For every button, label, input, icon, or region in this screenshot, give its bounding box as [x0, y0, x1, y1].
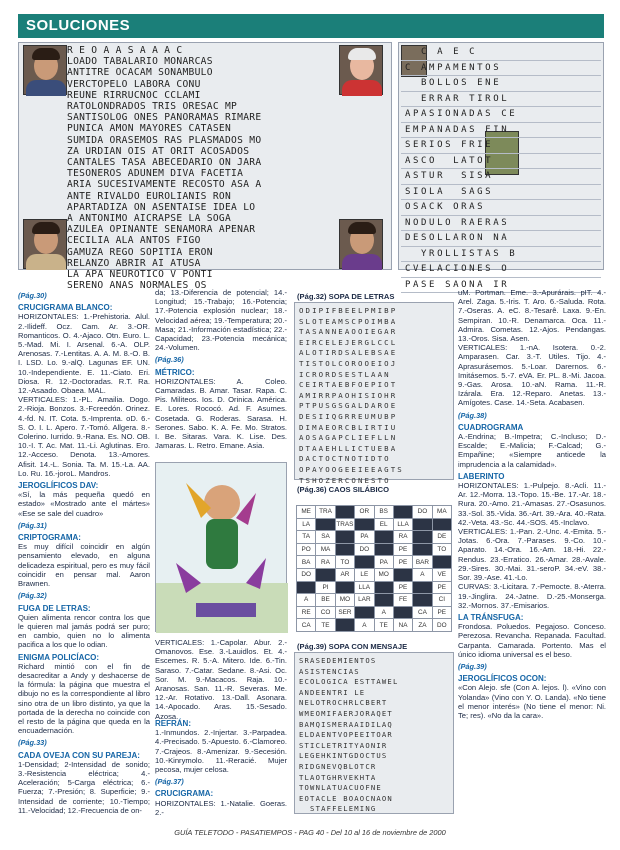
sopa-row: AOSAGAPCLIEFLLN: [299, 433, 398, 443]
solutions-column-4: [458, 288, 606, 720]
crossword-row: ANTE RIVALDO EUROLIANIS RON: [67, 190, 232, 202]
solution-text: HORIZONTALES: 1.-Prehistoria. Alul. 2.-Ilideff. Ocz. Cam. Ar. 3.-OR. Romanticos. O. 4.-Ajaco. Otn. Euro. L. 5.-Mad. Mi. I. Arsenal. 6.-A. OLP. Arenosas. 7.-Lentitas. A. A. M. 8.-O. B. I. LSD. Lo. 9.-alQ. Lagunas EF. UN. 10.-Independiente. E. 11.-Ciato. Eri. Diosa. R. 12.-Doctoradas. R.T. Ra. 12.-Asaado. Obaea. MAL.: [18, 312, 150, 396]
section-heading: JEROGLÍFICOS OCON:: [458, 674, 547, 684]
page-reference: (Pág.31): [18, 520, 47, 530]
syllable-cell: BE: [316, 594, 335, 607]
crossword-row: EMPANADAS FIN: [401, 123, 601, 139]
section-heading: LABERINTO: [458, 471, 505, 481]
syllable-cell: LAR: [355, 594, 374, 607]
crossword-row: CANTALES TASA ABECEDARIO ON JARA: [67, 157, 262, 169]
solution-text: VERTICALES: 1.-Pan. 2.-Unc. 4.-Emita. 5.-Jotas. 6.-Ora. 7.-Parases. 9.-Co. 10.-Aparato. 14.-Ora. 16.-Am. 18.-Hi. 22.-Rendus. 23.-Erratico. 26.-Amar. 28.-Avale. 29.-Sires. 30.-Mai. 31.-seroP. 34.-eV. 38.-Sor. 39.-Ase. 41.-Lo.: [458, 527, 606, 583]
solutions-column-1: [18, 288, 150, 815]
syllable-cell: DO: [413, 506, 432, 519]
page-reference: (Pág.37): [155, 777, 184, 787]
sopa-row: TSHOZERCONESTO: [299, 475, 391, 485]
syllable-cell: [413, 581, 432, 594]
syllable-cell: MA: [432, 506, 451, 519]
syllable-cell: [355, 606, 374, 619]
syllable-cell: [374, 543, 393, 556]
sopa-row: DESIIQGRREUMUBP: [299, 411, 398, 421]
page-footer: GUÍA TELETODO - PASATIEMPOS - PAG 40 - Del 10 al 16 de noviembre de 2000: [174, 828, 446, 837]
photo-player-3: [23, 219, 67, 269]
solution-text: HORIZONTALES: 1.-Pulpejo. 8.-Acli. 11.-Ar. 12.-Morra. 13.-Topo. 15.-Be. 17.-Ar. 18.-Rura. 20.-Amo. 21.-Amasas. 27.-Osasunos. 33.-Sol. 35.-Vida. 36.-Art. 39.-Ara. 40.-Rata. 42.-Veta. 43.-Sc. 44.-SOS. 45.-Inclavo.: [458, 481, 607, 527]
syllable-cell: [432, 518, 451, 531]
syllable-cell: EL: [374, 518, 393, 531]
crossword-row: SERIOS FRIE: [401, 138, 601, 154]
syllable-cell: CA: [297, 619, 316, 632]
crossword-row: ZA URDIAN OIS AT ORIT ACOSADOS: [67, 145, 250, 157]
syllable-cell: [413, 543, 432, 556]
sopa-row: ASISTENCIAS: [299, 666, 360, 676]
syllable-cell: [335, 543, 354, 556]
page-reference: (Pág.30): [18, 291, 47, 300]
syllable-cell: A: [374, 606, 393, 619]
sopa-row: TLAOTGHRVEKHTA: [299, 772, 377, 782]
syllable-cell: BAR: [413, 556, 432, 569]
syllable-cell: AR: [335, 568, 354, 581]
crossword-row: C A E C: [401, 45, 601, 61]
syllable-cell: [432, 556, 451, 569]
crossword-row: R E O A A S A A A C: [67, 45, 183, 56]
syllable-cell: LA: [297, 518, 316, 531]
crossword-row: DESOLLARON NA: [401, 231, 601, 247]
solutions-column-2b: [155, 716, 287, 817]
solution-text: HORIZONTALES: 1.-Natalie. Goeras. 2.-: [155, 798, 287, 817]
syllable-cell: BA: [297, 556, 316, 569]
cartoon-caption: VERTICALES: 1.-Capolar. Abur. 2.-Omanovos. Ese. 3.-Lauidlos. Et. 4.-Escemes. R. 5.-A. Mitero. Ide. 6.-Tin. Saraso. 7.-Catar. Sedane. 8.-Asi. Oc. Sor. M. 9.-Macacos. Raja. 10.-Aranosas. San. 11.-R. Severas. Me. 12.-Ar. Rotativo. 13.-Dall. Asonara. 14.-Apocado. Aras. 15.-Sesado. Azosa.: [155, 638, 287, 721]
syllable-cell: PE: [393, 581, 412, 594]
crossword-row: CECILIA ALA ANTOS FIGO: [67, 235, 201, 247]
syllable-cell: TE: [374, 619, 393, 632]
solution-text: 1.-Inmundos. 2.-Injertar. 3.-Parpadea. 4.-Precisado. 5.-Apuesto. 6.-Clamoreo. 7.-Crajeos. 8.-Amenizar. 9.-Secesión. 10.-Kinrymolo. 11.-Reracié. Mujer pecosa, mujer celosa.: [155, 728, 287, 775]
section-heading: CRUCIGRAMA:: [155, 789, 214, 799]
page-reference: (Pág.36): [155, 355, 184, 365]
page-reference: (Pág.39): [458, 661, 487, 671]
sopa-row: PTPUSGSGALDAROE: [299, 401, 398, 411]
syllable-cell: [355, 556, 374, 569]
syllable-cell: DO: [432, 619, 451, 632]
solution-text: «Sí, la más pequeña quedó en estado» «Mostrado ante el mártes» «Ese se sale del cuadro»: [18, 490, 150, 518]
solution-text: uM. Portman. Eme. 3.-Apurárais. pIT. 4.-Arel. Zaga. 5.-Iris. T. Aro. 6.-Saluda. Rota. 7.-Oseras. A. eC. 8.-Tesarê. Laxa. 9.-En. Sempiran. 10.-R. Denamarca. Oca. 11.-Admira. Cometas. 12.-Ajos. Pendangas. 13.-Oros. Sisa. Asen.: [458, 288, 606, 344]
crossword-row: ERRAR TIROL: [401, 92, 601, 108]
syllable-cell: ME: [297, 506, 316, 519]
crossword-row: ASTUR SISA: [401, 169, 601, 185]
crossword-left-grid: [67, 45, 387, 291]
section-heading: CADA OVEJA CON SU PAREJA:: [18, 750, 140, 760]
crossword-row: CVELACIONES O: [401, 262, 601, 278]
crossword-row: ASCO LATOT: [401, 154, 601, 170]
syllable-cell: DO: [297, 568, 316, 581]
solution-text: HORIZONTALES: A. Coleo. Camaradas. B. Amar. Tasar. Rapa. C. Pis. Militeos. Ios. D. Orinica. América. E. Lores. Rococó. Ad. F. Asumes. Cosetada. G. Roderas. Sarasa. H. Serones. Sabo. K. A. Fe. Mo. Stratos. I. Be. Sitaras. Vara. K. Lise. Des. Jamaras. L. Retro. Emane. Asia.: [155, 376, 287, 451]
section-banner: [18, 14, 604, 38]
solution-text: A.-Endrina; B.-Impetra; C.-Incluso; D.-Escalde; E.-Malicia; F.-Calcad; G.-Empañine; «Siempre anticede la imprudencia a la calamidad».: [458, 432, 606, 469]
sopa-de-letras: [294, 302, 454, 485]
page-reference: (Pág.33): [18, 738, 47, 748]
sopa-row: TOWNLATUACUOFNE: [299, 783, 382, 793]
sopa-row: RIDGNEVQBLOTCR: [299, 761, 377, 771]
syllable-cell: OR: [355, 506, 374, 519]
crossword-left: [18, 42, 392, 292]
syllable-cell: PI: [316, 581, 335, 594]
section-heading: JEROGLÍFICOS DAV:: [18, 481, 99, 491]
syllable-cell: [393, 506, 412, 519]
syllable-cell: FE: [393, 594, 412, 607]
syllable-cell: NA: [393, 619, 412, 632]
syllable-cell: TO: [432, 543, 451, 556]
sopa-row: STAFFELEMING: [299, 804, 377, 814]
sopa-row: ICRORDSESTLAAN: [299, 369, 391, 379]
syllable-cell: [316, 518, 335, 531]
syllable-cell: CA: [413, 606, 432, 619]
syllable-cell: A: [297, 594, 316, 607]
syllable-cell: MO: [374, 568, 393, 581]
sopa-row: DIMAEORCBLIRTIU: [299, 422, 398, 432]
syllable-cell: [393, 568, 412, 581]
sopa-row: ODIPIFBEELPMIBP: [299, 306, 398, 315]
syllable-cell: [335, 506, 354, 519]
syllable-cell: [335, 581, 354, 594]
crossword-row: ARIA SUCESIVAMENTE RECOSTO ASA A: [67, 179, 262, 191]
solution-text: «Con Alejo. sfe (Con A. lejos. l). «Vino con Yolanda» (Vino con Y. O. Landa). «No tiene el menor interés» (No tiene el menor: Ni. Te; res). «No da la cara».: [458, 683, 606, 720]
sopa-row: WMEOMIFAERJORAQET: [299, 708, 393, 718]
sopa-con-mensaje: [294, 652, 454, 814]
caos-title: (Pág.36) CAOS SILÁBICO: [297, 485, 389, 494]
crossword-row: SERENO ANAS NORMALES OS: [67, 280, 207, 292]
syllable-cell: RA: [316, 556, 335, 569]
section-heading: CRIPTOGRAMA:: [18, 533, 81, 543]
syllable-cell: SER: [335, 606, 354, 619]
syllable-cell: [355, 518, 374, 531]
page-reference: (Pág.38): [458, 410, 487, 420]
caos-silabico-grid: [296, 505, 452, 632]
sopa2-title: (Pág.39) SOPA CON MENSAJE: [297, 642, 408, 651]
section-heading: CUADROGRAMA: [458, 422, 524, 432]
cartoon-illustration: [155, 462, 287, 632]
sopa-row: ELDAENTVOPEEITOAR: [299, 730, 393, 740]
crossword-row: OSACK ORAS: [401, 200, 601, 216]
syllable-cell: TRAS: [335, 518, 354, 531]
crossword-row: PUNICA AMON MAYORES CATASEN: [67, 123, 232, 135]
sopa-row: NELOTROCHRLCBERT: [299, 698, 388, 708]
crossword-row: C AMPAMENTOS: [401, 61, 601, 77]
syllable-cell: PE: [432, 581, 451, 594]
page-reference: (Pág.32): [18, 591, 47, 601]
crossword-row: APARTADIZA ON ASENTAISE IDEA LO: [67, 201, 256, 213]
photo-player-1: [23, 45, 67, 95]
sopa-row: EOTACLE BOAOCNAON: [299, 793, 393, 803]
sopa-row: OPAYOOGEEIEEAGTS: [299, 464, 404, 474]
crossword-row: YROLLISTAS B: [401, 247, 601, 263]
syllable-cell: TO: [335, 556, 354, 569]
sopa-row: ANDEENTRI LE: [299, 687, 366, 697]
crossword-row: APASIONADAS CE: [401, 107, 601, 123]
syllable-cell: [335, 619, 354, 632]
syllable-cell: PA: [374, 556, 393, 569]
crossword-row: TESONEROS ADUNEM DIVA FACETIA: [67, 168, 244, 180]
syllable-cell: TA: [297, 531, 316, 544]
section-heading: ENIGMA POLICÍACO:: [18, 652, 100, 662]
section-heading: REFRÁN:: [155, 719, 191, 728]
crossword-row: RATOLONDRADOS TRIS ORESAC MP: [67, 101, 238, 113]
syllable-cell: [374, 531, 393, 544]
syllable-cell: ZA: [413, 619, 432, 632]
solutions-column-2: [155, 288, 287, 450]
syllable-cell: PE: [393, 556, 412, 569]
syllable-cell: [413, 594, 432, 607]
syllable-cell: TRA: [316, 506, 335, 519]
syllable-cell: MA: [316, 543, 335, 556]
section-heading: MÉTRICO:: [155, 367, 195, 377]
sopa-row: TISTOLCOROOEIOJ: [299, 358, 398, 368]
syllable-cell: [413, 531, 432, 544]
crossword-row: ANTITRE OCACAM SONAMBULO: [67, 67, 213, 79]
syllable-cell: RA: [393, 531, 412, 544]
section-heading: FUGA DE LETRAS:: [18, 603, 91, 613]
sopa-row: ALOTIRDSALEBSAE: [299, 348, 398, 358]
syllable-cell: [335, 531, 354, 544]
solution-text: Quien alimenta rencor contra los que le quieren mal jamás podrá ser puro; en cambio, quien no lo alimenta pacifica a los que lo odian.: [18, 612, 150, 650]
sopa-row: SRASEDEMIENTOS: [299, 656, 377, 665]
sopa-row: LEGEHKINTGDOCTUS: [299, 751, 388, 761]
syllable-cell: [393, 606, 412, 619]
solution-text: CURVAS: 3.-Licitara. 7.-Pemocte. 8.-Aterra. 19.-Jinglira. 24.-Jatne. D.-25.-Monserga. 32.-Mornos. 37.-Emisarios.: [458, 582, 606, 610]
crossword-row: BOLLOS ENE: [401, 76, 601, 92]
syllable-cell: DO: [355, 543, 374, 556]
solution-text: Es muy difícil coincidir en algún pensamiento elevado, en alguna delicadeza espiritual, pero es muy fácil coincidir en pensar mal. Aaron Brawnen.: [18, 542, 150, 589]
sopa-row: SLOTEAMSCPOIMBA: [299, 316, 398, 326]
syllable-cell: DE: [432, 531, 451, 544]
syllable-cell: PO: [297, 543, 316, 556]
syllable-cell: A: [413, 568, 432, 581]
syllable-cell: SA: [316, 531, 335, 544]
syllable-cell: RE: [297, 606, 316, 619]
crossword-row: LOADO TABALARIO MONARCAS: [67, 56, 213, 68]
syllable-cell: LLA: [355, 581, 374, 594]
syllable-cell: MO: [335, 594, 354, 607]
sopa-row: TASANNEAOOIEGAR: [299, 327, 398, 337]
sopa-row: EIRCELEJERGLCCL: [299, 337, 398, 347]
syllable-cell: [374, 594, 393, 607]
crossword-row: SUMIDA ORASEMOS RAS PLASMADOS MO: [67, 134, 262, 146]
syllable-cell: A: [355, 619, 374, 632]
syllable-cell: PA: [355, 531, 374, 544]
solution-text: VERTICALES: 1.-nA. Isotera. 0.-2. Amparasen. Car. 3.-T. Utiles. Tijo. 4.-Aprasurásemos. 5.-Loar. Darernos. 6.-Imitásemos. 5.-7. eVA. Er. PL. 8.-Mi. Jacoa. 9.-Gas. Arosa. 10.-aN. Rama. 11.-R. Izárala. Era. 12.-Reparo. Anetas. 13.-Amígotes. Case. 14.-Seta. Acabasen.: [458, 343, 606, 408]
syllable-cell: CI: [432, 594, 451, 607]
crossword-row: RELANZO ABRIR AI ATUSA: [67, 257, 201, 269]
syllable-cell: TE: [316, 619, 335, 632]
section-heading: LA TRÁNSFUGA:: [458, 612, 524, 622]
syllable-cell: BS: [374, 506, 393, 519]
solution-text: Frondosa. Poluedos. Pegajoso. Conceso. Perezosa. Revancha. Repanada. Facultad. Carpanta. Camarada. Portento. Mas el único idioma universal es el beso.: [458, 622, 606, 659]
syllable-cell: PE: [393, 543, 412, 556]
syllable-cell: LLA: [393, 518, 412, 531]
crossword-row: GAMUZA REGO SOPITIA ERON: [67, 246, 213, 258]
crossword-row: PASE SAONA IR: [401, 278, 601, 294]
syllable-cell: LE: [355, 568, 374, 581]
sopa-row: BAMQISMERAAIDILAQ: [299, 719, 393, 729]
syllable-cell: PE: [432, 606, 451, 619]
crossword-row: LA APA NEUROTICO V PONTI: [67, 269, 213, 281]
sopa-row: AMIRRPAOHISIOHR: [299, 390, 398, 400]
section-heading: CRUCIGRAMA BLANCO:: [18, 303, 113, 313]
sopa-row: STICLETRITYAONIR: [299, 740, 388, 750]
syllable-cell: [297, 581, 316, 594]
page-title: SOLUCIONES: [26, 17, 131, 34]
crossword-row: A ANTONIMO AICRAPSE LA SOGA: [67, 213, 232, 225]
solution-text: da; 13.-Diferencia de potencial; 14.-Longitud; 15.-Trabajo; 16.-Potencia; 17.-Potencia explosión nuclear; 18.-Velocidad aérea; 19.-Temperatura; 20.-Masa; 21.-Información estadística; 22.-Capacidad; 23.-Potencia mecánica; 24.-Volumen.: [155, 288, 287, 353]
syllable-cell: [316, 568, 335, 581]
crossword-row: VERCTOPELO LABORA CONU: [67, 78, 201, 90]
crossword-row: NODULO RAERAS: [401, 216, 601, 232]
syllable-cell: [413, 518, 432, 531]
sopa-row: DTAAEHLLICTUEBA: [299, 443, 398, 453]
solution-text: VERTICALES: 1.-PL. Amailia. Dogo. 2.-Rioja. Bonzos. 3.-Fcreedón. Orinez. 4.-fd. N. IT. Cota. 5.-Imprenta. oD. 6.-S. O. I. L. Apero. 7.-Tomó. Allgera. 8.-Colerino. Iurrido. 9.-Rana. Es. NO. OB. 10.-I. T. Ac. Mat. 11.-Li. Aglutinas. Ero. 12.-Acceso. Denota. 13.-Amores. Afisit. 14.-L. Sonia. Ta. M. 15.-La. AA. Lo. Ru. 16.-joroL. Mandros.: [18, 395, 150, 478]
solution-text: Richard mintió con el fin de desacreditar a Andy y deshacerse de la fórmula: la página que muestra el dibujo no es la correspondiente al libro sino otra de un libro distinto, ya que la portada de la derecha no coincide con el resto de la página que queda en la encuadernación.: [18, 661, 150, 736]
syllable-cell: VE: [432, 568, 451, 581]
crossword-row: SANTISOLOG ONES PANORAMAS RIMARE: [67, 112, 262, 124]
crossword-right-grid: [401, 45, 601, 290]
crossword-right: [398, 42, 604, 290]
solution-text: 1-Densidad; 2-Intensidad de sonido; 3.-Resistencia eléctrica; 4.-Aceleración; 5-Carga eléctrica; 6.-Fuerza; 7.-Presión; 8. Superficie; 9.-Intensidad de corriente; 10.-Tiempo; 11.-Velocidad; 12.-Frecuencia de on-: [18, 759, 150, 815]
sopa-row: DACTOCTNOTIDTO: [299, 454, 391, 464]
syllable-cell: [374, 581, 393, 594]
sopa-row: ECOLOGICA ESTTAWEL: [299, 677, 399, 687]
syllable-cell: CO: [316, 606, 335, 619]
sopa-row: CEIRTAEBFOEPIOT: [299, 380, 398, 390]
crossword-row: REUNE RIRRUCNOC CCLAMI: [67, 89, 201, 101]
sopa-title: (Pág.32) SOPA DE LETRAS: [297, 292, 395, 301]
crossword-row: SIOLA SAGS: [401, 185, 601, 201]
crossword-row: AZULEA OPINANTE SENAMORA APENAR: [67, 224, 256, 236]
